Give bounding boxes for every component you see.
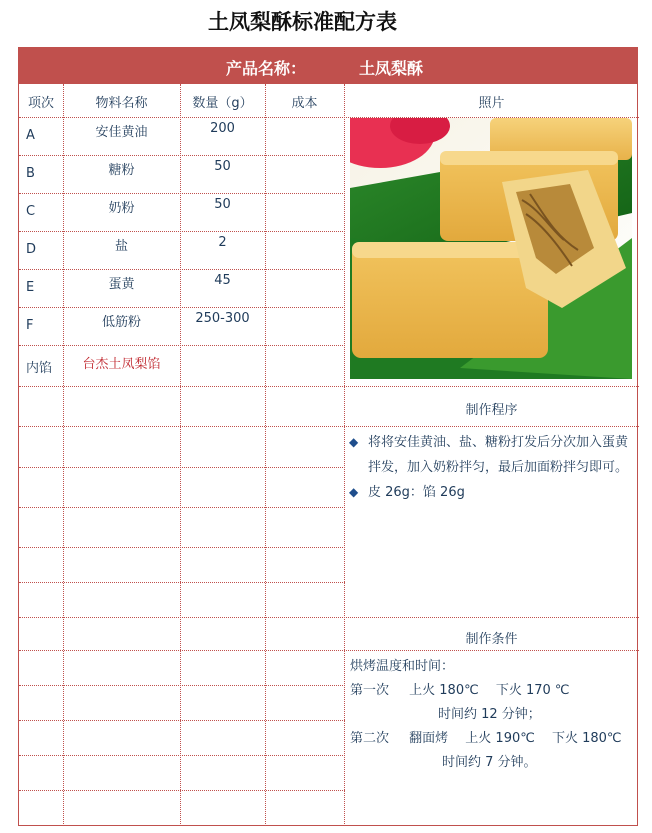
- conditions-heading: 制作条件: [465, 632, 518, 647]
- item-code: D: [26, 242, 37, 257]
- conditions-line: [350, 679, 635, 703]
- product-name-label: 产品名称：: [226, 59, 307, 78]
- document-title: 土凤梨酥标准配方表: [208, 9, 397, 34]
- procedure-step-text: 皮 26g：馅 26g: [368, 485, 465, 500]
- material-name: 台杰土凤梨馅: [82, 357, 161, 372]
- conditions-line: [350, 727, 635, 751]
- item-code: B: [26, 166, 35, 181]
- second-bake-temps: 翻面烤 上火 190℃ 下火 180℃: [409, 731, 622, 746]
- row-divider: [19, 386, 639, 387]
- quantity-value: 200: [210, 121, 235, 136]
- row-divider: [19, 617, 639, 618]
- column-divider: [63, 84, 64, 826]
- first-bake-label: 第一次: [350, 683, 390, 698]
- quantity-value: 2: [218, 235, 227, 250]
- procedure-step-text: 将将安佳黄油、盐、糖粉打发后分次加入蛋黄拌发，加入奶粉拌匀，最后加面粉拌匀即可。: [368, 435, 629, 475]
- diamond-bullet-icon: ◆: [349, 485, 359, 499]
- list-item: [349, 480, 634, 505]
- header-material: 物料名称: [95, 96, 148, 111]
- row-divider: [19, 426, 639, 427]
- first-bake-time: 时间约 12 分钟；: [438, 707, 541, 722]
- product-name-band: [19, 48, 637, 84]
- row-divider: [19, 193, 345, 194]
- row-divider: [19, 467, 345, 468]
- item-code: F: [26, 318, 34, 333]
- quantity-value: 250-300: [195, 311, 250, 326]
- item-code: E: [26, 280, 35, 295]
- row-divider: [19, 507, 345, 508]
- procedure-heading: 制作程序: [465, 403, 518, 418]
- row-divider: [19, 755, 345, 756]
- column-divider: [180, 84, 181, 826]
- row-divider: [19, 155, 345, 156]
- column-divider: [265, 84, 266, 826]
- row-divider: [19, 790, 345, 791]
- quantity-value: 50: [214, 197, 231, 212]
- conditions-line: 烘烤温度和时间：: [350, 659, 455, 674]
- row-divider: [19, 307, 345, 308]
- diamond-bullet-icon: ◆: [349, 435, 359, 449]
- recipe-sheet: [18, 47, 638, 826]
- second-bake-time: 时间约 7 分钟。: [442, 755, 537, 770]
- recipe-table: [19, 84, 637, 826]
- procedure-steps: [349, 430, 634, 505]
- product-photo: [350, 118, 632, 379]
- second-bake-label: 第二次: [350, 731, 390, 746]
- conditions-text: [350, 655, 635, 775]
- row-divider: [19, 720, 345, 721]
- row-divider: [19, 345, 345, 346]
- material-name: 低筋粉: [101, 315, 141, 330]
- product-name-value: 土凤梨酥: [359, 59, 424, 78]
- row-divider: [19, 582, 345, 583]
- material-name: 安佳黄油: [95, 125, 148, 140]
- first-bake-temps: 上火 180℃ 下火 170 ℃: [409, 683, 570, 698]
- quantity-value: 45: [214, 273, 231, 288]
- quantity-value: 50: [214, 159, 231, 174]
- material-name: 糖粉: [108, 163, 135, 178]
- material-name: 奶粉: [108, 201, 135, 216]
- column-divider: [344, 84, 345, 826]
- header-cost: 成本: [291, 96, 318, 111]
- header-photo: 照片: [478, 96, 505, 111]
- item-code: 内馅: [26, 361, 53, 376]
- pineapple-cake-illustration: [350, 118, 632, 379]
- material-name: 蛋黄: [108, 277, 135, 292]
- row-divider: [19, 269, 345, 270]
- row-divider: [19, 547, 345, 548]
- header-item: 项次: [27, 96, 54, 111]
- row-divider: [19, 650, 639, 651]
- row-divider: [19, 231, 345, 232]
- material-name: 盐: [114, 239, 128, 254]
- row-divider: [19, 685, 345, 686]
- item-code: A: [26, 128, 35, 143]
- header-quantity: 数量（g）: [192, 96, 253, 111]
- item-code: C: [26, 204, 36, 219]
- list-item: [349, 430, 634, 480]
